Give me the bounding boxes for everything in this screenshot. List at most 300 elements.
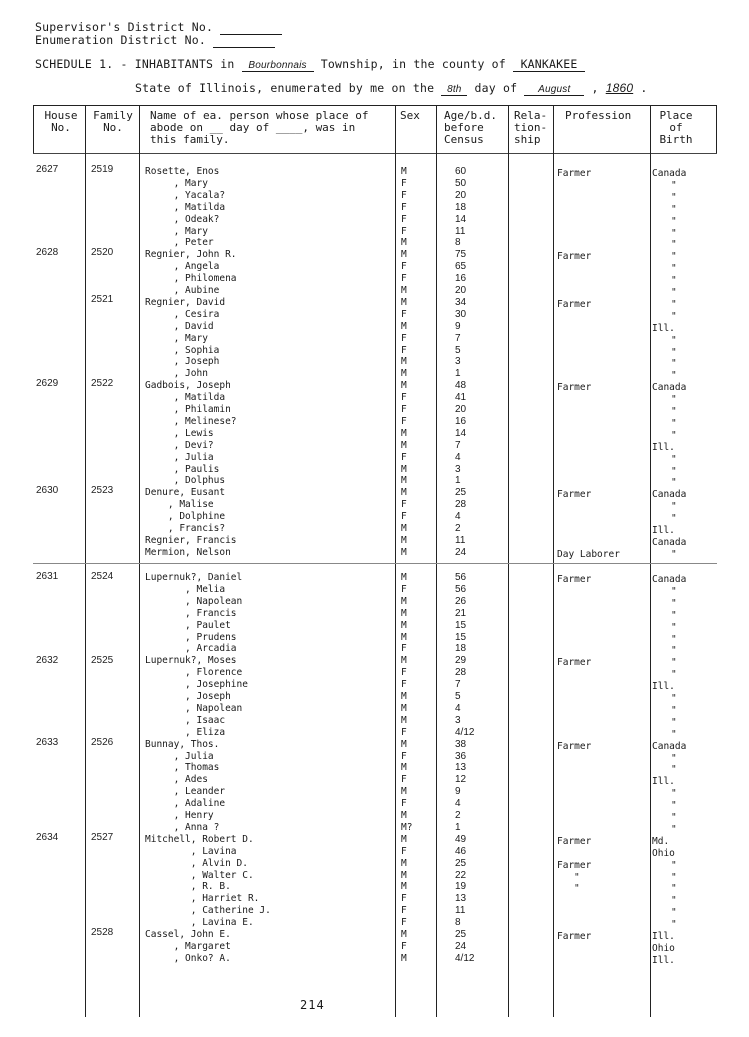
person-birthplace: " xyxy=(671,859,677,871)
person-sex: M xyxy=(401,786,407,798)
person-birthplace: " xyxy=(671,812,677,823)
person-age: 38 xyxy=(455,738,467,750)
house-number: 2628 xyxy=(36,247,59,258)
person-birthplace: " xyxy=(671,716,677,728)
person-birthplace: " xyxy=(671,645,677,657)
person-name: , Aubine xyxy=(145,285,220,296)
person-name: Lupernuk?, Daniel xyxy=(145,572,243,583)
person-sex: M xyxy=(401,534,407,546)
person-sex: M xyxy=(401,475,407,487)
enumeration-line xyxy=(35,33,275,48)
person-birthplace: " xyxy=(671,597,677,609)
person-birthplace: Md. xyxy=(652,835,670,847)
person-name: Bunnay, Thos. xyxy=(145,738,220,750)
person-age: 26 xyxy=(455,595,467,607)
person-sex: M xyxy=(401,463,407,475)
person-birthplace: Canada xyxy=(652,382,687,394)
person-name: Cassel, John E. xyxy=(145,929,231,940)
person-birthplace: " xyxy=(671,227,677,239)
person-profession: Farmer xyxy=(557,835,592,847)
person-name: , Napolean xyxy=(145,702,243,714)
person-age: 4/12 xyxy=(455,952,475,964)
person-name: , Cesira xyxy=(145,308,220,320)
person-profession: " xyxy=(574,871,580,883)
enumeration-label: Enumeration District No. xyxy=(35,33,206,47)
person-name: , Thomas xyxy=(145,762,220,774)
family-number: 2519 xyxy=(91,164,114,175)
person-birthplace: " xyxy=(671,203,677,215)
person-sex: M xyxy=(401,249,407,261)
person-age: 4 xyxy=(455,511,461,523)
person-birthplace: " xyxy=(671,310,677,322)
person-age: 5 xyxy=(455,344,461,356)
person-sex: M xyxy=(401,237,407,249)
day-of-label: day of xyxy=(474,81,518,95)
person-age: 4 xyxy=(455,451,461,463)
person-name: , Julia xyxy=(145,750,214,762)
person-age: 5 xyxy=(455,691,461,702)
person-age: 9 xyxy=(455,320,461,332)
person-profession: " xyxy=(574,883,580,895)
person-age: 20 xyxy=(455,285,467,296)
person-name: Lupernuk?, Moses xyxy=(145,655,237,667)
person-sex: F xyxy=(401,905,407,917)
person-sex: M xyxy=(401,702,407,714)
person-age: 2 xyxy=(455,810,461,821)
person-birthplace: " xyxy=(671,895,677,907)
person-age: 18 xyxy=(455,201,467,213)
person-age: 56 xyxy=(455,583,467,595)
person-profession: Farmer xyxy=(557,251,592,263)
schedule-prefix: SCHEDULE 1. - INHABITANTS in xyxy=(35,57,235,71)
person-birthplace: " xyxy=(671,728,677,740)
person-sex: M xyxy=(401,619,407,631)
person-age: 1 xyxy=(455,475,461,487)
person-name: , Alvin D. xyxy=(145,857,248,869)
person-sex: M xyxy=(401,595,407,607)
person-profession: Farmer xyxy=(557,489,592,501)
person-sex: M xyxy=(401,810,407,821)
person-birthplace: " xyxy=(671,704,677,716)
person-age: 4/12 xyxy=(455,726,475,738)
person-profession: Farmer xyxy=(557,931,592,942)
person-name: , Melinese? xyxy=(145,415,237,427)
enum-month: August xyxy=(524,84,584,96)
person-name: , Florence xyxy=(145,667,243,679)
person-birthplace: " xyxy=(671,275,677,287)
person-age: 20 xyxy=(455,404,467,415)
person-sex: F xyxy=(401,893,407,905)
person-birthplace: Canada xyxy=(652,740,687,752)
person-age: 2 xyxy=(455,523,461,534)
person-name: , Lewis xyxy=(145,427,214,439)
person-name: Mitchell, Robert D. xyxy=(145,833,254,845)
person-birthplace: " xyxy=(671,215,677,227)
person-sex: M? xyxy=(401,821,413,833)
person-age: 19 xyxy=(455,881,467,893)
person-name: , Matilda xyxy=(145,392,226,404)
person-age: 7 xyxy=(455,332,461,344)
person-birthplace: " xyxy=(671,800,677,812)
person-age: 48 xyxy=(455,380,467,392)
person-birthplace: " xyxy=(671,406,677,417)
family-number: 2526 xyxy=(91,737,114,748)
person-birthplace: Ohio xyxy=(652,847,675,859)
person-sex: F xyxy=(401,332,407,344)
person-birthplace: " xyxy=(671,191,677,203)
person-birthplace: " xyxy=(671,370,677,382)
person-name: , Dolphus xyxy=(145,475,226,487)
person-age: 18 xyxy=(455,643,467,655)
col-divider-age xyxy=(508,105,509,1017)
person-sex: F xyxy=(401,189,407,201)
person-sex: M xyxy=(401,427,407,439)
township-name: Bourbonnais xyxy=(242,60,314,72)
person-sex: M xyxy=(401,439,407,451)
person-birthplace: " xyxy=(671,239,677,251)
col-divider-name xyxy=(395,105,396,1017)
schedule-line xyxy=(35,57,585,72)
person-age: 50 xyxy=(455,177,467,189)
person-age: 14 xyxy=(455,427,467,439)
person-name: , Leander xyxy=(145,786,226,798)
person-sex: M xyxy=(401,296,407,308)
person-age: 8 xyxy=(455,237,461,249)
person-birthplace: " xyxy=(671,287,677,298)
house-number: 2627 xyxy=(36,164,59,175)
person-sex: M xyxy=(401,356,407,368)
person-name: , Matilda xyxy=(145,201,226,213)
person-birthplace: " xyxy=(671,871,677,883)
house-number: 2633 xyxy=(36,737,59,748)
col-header-family: Family No. xyxy=(93,109,133,134)
person-name: Gadbois, Joseph xyxy=(145,380,231,392)
person-sex: F xyxy=(401,201,407,213)
col-divider-profession xyxy=(650,105,651,1017)
person-name: , Malise xyxy=(145,499,214,511)
person-birthplace: Canada xyxy=(652,536,687,548)
person-name: , Joseph xyxy=(145,356,220,368)
person-name: , Onko? A. xyxy=(145,952,231,964)
person-birthplace: " xyxy=(671,585,677,597)
person-sex: M xyxy=(401,869,407,881)
person-sex: F xyxy=(401,451,407,463)
person-name: , Yacala? xyxy=(145,189,226,201)
person-sex: M xyxy=(401,320,407,332)
person-name: , Francis xyxy=(145,607,237,619)
person-name: , Odeak? xyxy=(145,213,220,225)
section-separator xyxy=(33,563,717,564)
person-birthplace: Canada xyxy=(652,574,687,585)
person-profession: Farmer xyxy=(557,740,592,752)
person-birthplace: " xyxy=(671,788,677,800)
table-top-border xyxy=(33,105,717,106)
house-number: 2634 xyxy=(36,832,59,843)
col-header-age: Age/b.d. before Census xyxy=(444,109,497,146)
person-birthplace: Ill. xyxy=(652,525,675,536)
person-birthplace: " xyxy=(671,453,677,465)
person-age: 1 xyxy=(455,368,461,380)
person-sex: F xyxy=(401,845,407,857)
person-birthplace: " xyxy=(671,465,677,477)
person-birthplace: " xyxy=(671,548,677,560)
supervisor-label: Supervisor's District No. xyxy=(35,20,214,34)
person-name: , Prudens xyxy=(145,631,237,643)
person-birthplace: Ill. xyxy=(652,776,675,788)
person-sex: F xyxy=(401,213,407,225)
person-birthplace: " xyxy=(671,883,677,895)
col-header-house: House No. xyxy=(44,109,78,134)
col-header-name: Name of ea. person whose place of abode on __ day of ____, was in this family. xyxy=(150,109,369,146)
person-profession: Farmer xyxy=(557,382,592,394)
person-name: , John xyxy=(145,368,208,380)
person-name: Denure, Eusant xyxy=(145,487,226,499)
person-profession: Farmer xyxy=(557,168,592,179)
person-birthplace: " xyxy=(671,358,677,370)
person-name: , Ades xyxy=(145,774,208,786)
person-name: , Melia xyxy=(145,583,226,595)
person-age: 30 xyxy=(455,308,467,320)
person-birthplace: " xyxy=(671,513,677,525)
person-age: 25 xyxy=(455,487,467,499)
person-age: 75 xyxy=(455,249,467,261)
family-number: 2520 xyxy=(91,247,114,258)
family-number: 2521 xyxy=(91,294,114,305)
person-profession: Farmer xyxy=(557,574,592,585)
family-number: 2527 xyxy=(91,832,114,843)
person-age: 65 xyxy=(455,261,467,273)
state-line: State of Illinois, enumerated by me on the 8th day of August , 1860 . xyxy=(135,81,648,95)
person-sex: M xyxy=(401,380,407,392)
person-age: 7 xyxy=(455,439,461,451)
person-age: 7 xyxy=(455,679,461,691)
col-divider-house xyxy=(85,105,86,1017)
person-birthplace: Ill. xyxy=(652,322,675,334)
person-sex: M xyxy=(401,655,407,667)
person-name: , Henry xyxy=(145,810,214,821)
table-left-border xyxy=(33,105,34,153)
person-name: , Paulis xyxy=(145,463,220,475)
person-sex: M xyxy=(401,607,407,619)
person-sex: F xyxy=(401,750,407,762)
house-number: 2632 xyxy=(36,655,59,666)
person-age: 41 xyxy=(455,392,467,404)
person-name: , Harriet R. xyxy=(145,893,260,905)
person-name: , Eliza xyxy=(145,726,226,738)
person-sex: F xyxy=(401,225,407,237)
person-age: 11 xyxy=(455,534,466,546)
person-name: , Devi? xyxy=(145,439,214,451)
person-birthplace: " xyxy=(671,633,677,645)
person-birthplace: " xyxy=(671,621,677,633)
person-birthplace: " xyxy=(671,394,677,406)
person-sex: F xyxy=(401,344,407,356)
person-name: , Philomena xyxy=(145,273,237,285)
person-sex: M xyxy=(401,572,407,583)
person-name: Regnier, David xyxy=(145,296,226,308)
col-divider-family xyxy=(139,105,140,1017)
person-sex: F xyxy=(401,583,407,595)
house-number: 2629 xyxy=(36,378,59,389)
person-name: , Mary xyxy=(145,177,208,189)
enumeration-blank xyxy=(213,33,275,48)
person-age: 15 xyxy=(455,619,467,631)
person-name: , Julia xyxy=(145,451,214,463)
person-birthplace: Canada xyxy=(652,168,687,179)
page-number: 214 xyxy=(300,998,325,1012)
person-sex: M xyxy=(401,546,407,558)
person-sex: M xyxy=(401,487,407,499)
person-name: Regnier, Francis xyxy=(145,534,237,546)
person-age: 34 xyxy=(455,296,467,308)
person-age: 29 xyxy=(455,655,467,667)
person-birthplace: " xyxy=(671,429,677,441)
person-age: 15 xyxy=(455,631,467,643)
person-sex: F xyxy=(401,308,407,320)
person-birthplace: Ill. xyxy=(652,441,675,453)
person-sex: M xyxy=(401,285,407,296)
person-name: Regnier, John R. xyxy=(145,249,237,261)
family-number: 2522 xyxy=(91,378,114,389)
person-sex: F xyxy=(401,415,407,427)
person-sex: F xyxy=(401,177,407,189)
person-age: 25 xyxy=(455,857,467,869)
person-profession: Farmer xyxy=(557,859,592,871)
person-profession: Farmer xyxy=(557,657,592,669)
person-sex: F xyxy=(401,404,407,415)
col-header-birth: Place of Birth xyxy=(659,109,693,146)
house-number: 2631 xyxy=(36,571,59,582)
person-birthplace: Ill. xyxy=(652,954,675,966)
person-birthplace: " xyxy=(671,477,677,489)
col-divider-relation xyxy=(553,105,554,1017)
person-name: , Angela xyxy=(145,261,220,273)
person-age: 8 xyxy=(455,917,461,929)
person-sex: M xyxy=(401,881,407,893)
person-birthplace: " xyxy=(671,823,677,835)
person-sex: F xyxy=(401,499,407,511)
person-name: , Philamin xyxy=(145,404,231,415)
person-name: , Mary xyxy=(145,225,208,237)
col-divider-sex xyxy=(436,105,437,1017)
person-profession: Day Laborer xyxy=(557,548,620,560)
person-birthplace: Ohio xyxy=(652,942,675,954)
person-sex: M xyxy=(401,691,407,702)
person-age: 24 xyxy=(455,940,467,952)
person-name: , David xyxy=(145,320,214,332)
family-number: 2525 xyxy=(91,655,114,666)
person-sex: M xyxy=(401,523,407,534)
person-age: 1 xyxy=(455,821,461,833)
person-age: 4 xyxy=(455,798,461,810)
person-birthplace: Canada xyxy=(652,489,687,501)
person-sex: F xyxy=(401,667,407,679)
person-birthplace: " xyxy=(671,417,677,429)
township-mid: Township, in the county of xyxy=(320,57,506,71)
person-age: 24 xyxy=(455,546,467,558)
person-name: Mermion, Nelson xyxy=(145,546,231,558)
person-sex: M xyxy=(401,929,407,940)
person-sex: F xyxy=(401,774,407,786)
enum-year: 1860 xyxy=(605,81,634,95)
person-name: , Margaret xyxy=(145,940,231,952)
person-age: 3 xyxy=(455,356,461,368)
person-name: , Catherine J. xyxy=(145,905,271,917)
person-sex: F xyxy=(401,726,407,738)
person-birthplace: " xyxy=(671,609,677,621)
person-sex: F xyxy=(401,273,407,285)
person-age: 13 xyxy=(455,893,467,905)
person-name: , Mary xyxy=(145,332,208,344)
person-name: , Lavina E. xyxy=(145,917,254,929)
family-number: 2523 xyxy=(91,485,114,496)
person-name: , Joseph xyxy=(145,691,231,702)
person-birthplace: " xyxy=(671,179,677,191)
person-sex: F xyxy=(401,392,407,404)
state-prefix: State of Illinois, enumerated by me on the xyxy=(135,81,435,95)
person-birthplace: " xyxy=(671,764,677,776)
person-age: 12 xyxy=(455,774,467,786)
table-header-border xyxy=(33,153,717,154)
person-name: , Napolean xyxy=(145,595,243,607)
person-name: , Walter C. xyxy=(145,869,254,881)
person-sex: F xyxy=(401,679,407,691)
person-birthplace: " xyxy=(671,657,677,669)
person-birthplace: " xyxy=(671,669,677,681)
person-profession: Farmer xyxy=(557,298,592,310)
person-age: 4 xyxy=(455,702,461,714)
person-age: 28 xyxy=(455,499,467,511)
person-name: , Paulet xyxy=(145,619,231,631)
person-sex: M xyxy=(401,952,407,964)
person-sex: F xyxy=(401,643,407,655)
person-name: , Josephine xyxy=(145,679,248,691)
person-age: 25 xyxy=(455,929,467,940)
person-name: , Francis? xyxy=(145,523,226,534)
person-sex: M xyxy=(401,631,407,643)
person-birthplace: " xyxy=(671,693,677,704)
person-age: 21 xyxy=(455,607,467,619)
person-sex: F xyxy=(401,511,407,523)
person-age: 16 xyxy=(455,273,467,285)
person-sex: M xyxy=(401,714,407,726)
person-birthplace: " xyxy=(671,251,677,263)
person-name: , Lavina xyxy=(145,845,237,857)
person-age: 14 xyxy=(455,213,467,225)
person-birthplace: " xyxy=(671,334,677,346)
person-sex: F xyxy=(401,940,407,952)
person-age: 13 xyxy=(455,762,467,774)
person-name: , Dolphine xyxy=(145,511,226,523)
person-age: 22 xyxy=(455,869,467,881)
person-age: 11 xyxy=(455,905,466,917)
person-birthplace: " xyxy=(671,263,677,275)
person-name: , Sophia xyxy=(145,344,220,356)
person-name: , Anna ? xyxy=(145,821,220,833)
person-sex: M xyxy=(401,738,407,750)
col-header-relation: Rela- tion- ship xyxy=(514,109,548,146)
person-name: , Isaac xyxy=(145,714,226,726)
enum-day: 8th xyxy=(441,84,467,96)
family-number: 2524 xyxy=(91,571,114,582)
person-age: 28 xyxy=(455,667,467,679)
person-age: 36 xyxy=(455,750,467,762)
person-birthplace: " xyxy=(671,752,677,764)
person-birthplace: " xyxy=(671,346,677,358)
person-age: 16 xyxy=(455,415,467,427)
person-age: 46 xyxy=(455,845,467,857)
person-age: 49 xyxy=(455,833,467,845)
